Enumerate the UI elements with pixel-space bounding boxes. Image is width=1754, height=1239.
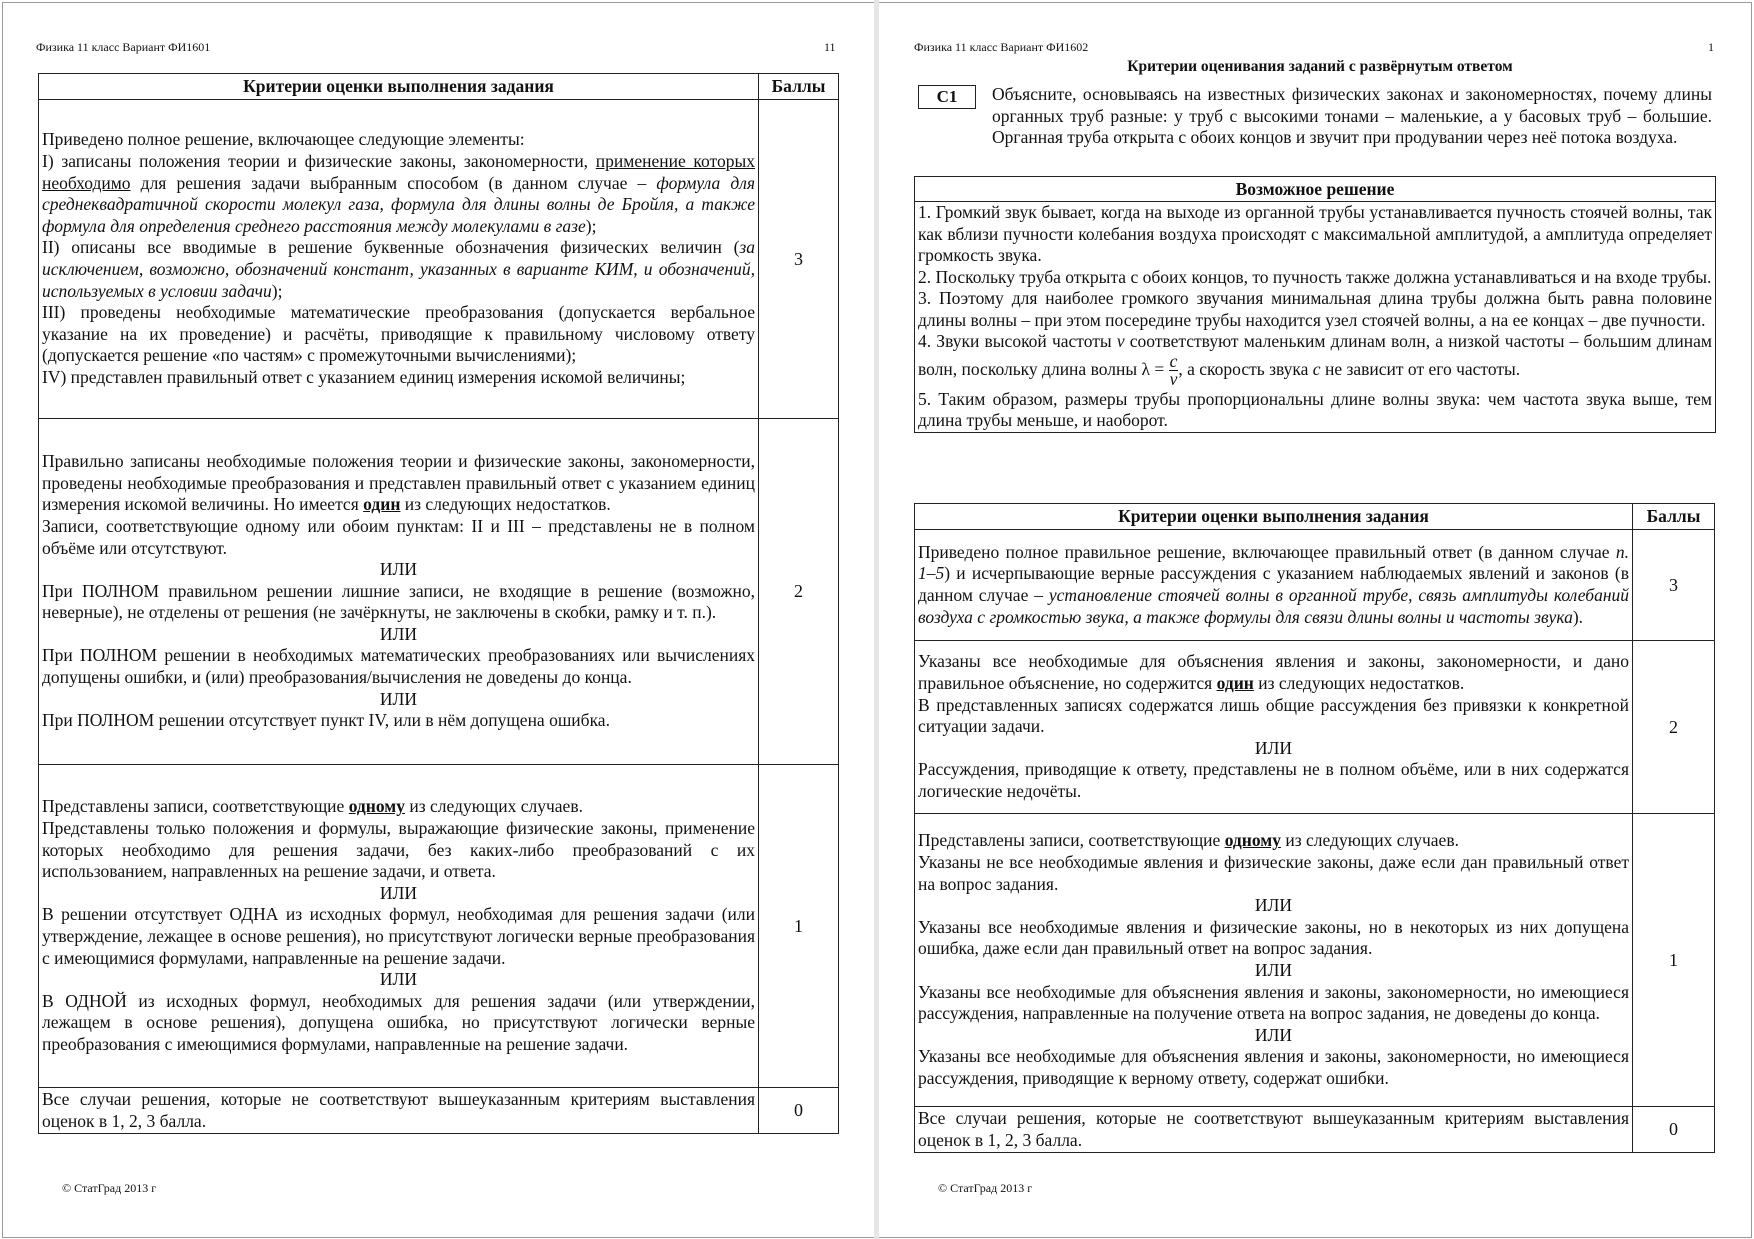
- task-text: Объясните, основываясь на известных физических законах и закономерностях, почему длины органных труб разные: у труб с высокими тонами – маленькие, а у басовых труб – большие. Органная труба открыта с обоих концов и звучит при продувании через неё потока воздуха.: [992, 84, 1712, 148]
- criteria-item-2: II) описаны все вводимые в решение буквенные обозначения физических величин (за исключением, возможно, обозначений констант, указанных в варианте КИМ, и обозначений, используемых в условии задачи);: [42, 237, 755, 301]
- solution-step: 1. Громкий звук бывает, когда на выходе из органной трубы устанавливается пучность стоячей волны, так как вблизи пучности колебания воздуха происходят с максимальной амплитудой, а амплитуда определяет громкость звука.: [918, 202, 1712, 265]
- task-number-label: С1: [918, 85, 976, 109]
- criteria-text: Рассуждения, приводящие к ответу, представлены не в полном объёме, или в них содержатся логические недочёты.: [918, 759, 1629, 801]
- criteria-text: Указаны все необходимые явления и физические законы, но в некоторых из них допущена ошибка, даже если дан правильный ответ на вопрос задания.: [918, 916, 1629, 959]
- table-row: [915, 814, 1715, 1107]
- left-header-title: Физика 11 класс Вариант ФИ1601: [36, 40, 211, 54]
- table-row: [39, 419, 839, 765]
- solution-step: 3. Поэтому для наиболее громкого звучания минимальная длина трубы должна быть равна половине длины волны – при этом посередине трубы находится узел стоячей волны, а на ее концах – две пучности.: [918, 288, 1712, 330]
- wavelength-fraction: $\frac{c}{\nu}$: [1169, 350, 1178, 389]
- points-value: 3: [1633, 530, 1715, 641]
- right-header-title: Физика 11 класс Вариант ФИ1602: [914, 40, 1089, 54]
- criteria-cell: [915, 641, 1633, 814]
- or-separator: ИЛИ: [379, 623, 418, 644]
- criteria-cell: [915, 1107, 1633, 1153]
- criteria-cell: [915, 530, 1633, 641]
- or-separator: ИЛИ: [379, 882, 418, 903]
- criteria-text: Все случаи решения, которые не соответствуют вышеуказанным критериям выставления оценок в 1, 2, 3 балла.: [42, 1088, 755, 1131]
- criteria-item-3: III) проведены необходимые математические преобразования (допускается вербальное указание на их проведение) и расчёты, приводящие к правильному числовому ответу (допускается решение «по частям» с промежуточными вычислениями);: [42, 302, 755, 366]
- criteria-text: Представлены только положения и формулы, выражающие физические законы, применение которых необходимо для решения задачи, без каких-либо преобразований с их использованием, направленных на решение задачи, и ответа.: [42, 818, 755, 882]
- solution-body: [915, 202, 1715, 432]
- section-title: Критерии оценивания заданий с развёрнутым ответом: [1127, 58, 1513, 75]
- criteria-text: В решении отсутствует ОДНА из исходных формул, необходимая для решения задачи (или утверждение, лежащее в основе решения), но присутствуют логически верные преобразования с имеющимися формулами, направленные на решение задачи.: [42, 904, 755, 968]
- criteria-text: В представленных записях содержатся лишь общие рассуждения без привязки к конкретной ситуации задачи.: [918, 694, 1629, 737]
- criteria-text: При ПОЛНОМ решении в необходимых математических преобразованиях или вычислениях допущены ошибки, и (или) преобразования/вычисления не доведены до конца.: [42, 645, 755, 688]
- table-row: [39, 100, 839, 419]
- points-value: 2: [1633, 641, 1715, 814]
- criteria-cell: [39, 1088, 759, 1134]
- points-value: 2: [759, 419, 839, 765]
- criteria-text: Указаны не все необходимые явления и физические законы, даже если дан правильный ответ на вопрос задания.: [918, 852, 1629, 894]
- criteria-column-header: Критерии оценки выполнения задания: [915, 504, 1633, 530]
- points-column-header: Баллы: [1633, 504, 1715, 530]
- criteria-text: Представлены записи, соответствующие одному из следующих случаев.: [42, 796, 583, 817]
- table-row: [39, 1088, 839, 1134]
- or-separator: ИЛИ: [1254, 1024, 1293, 1045]
- criteria-cell: [39, 765, 759, 1088]
- solution-title: Возможное решение: [915, 177, 1715, 202]
- page-spine: [874, 0, 879, 1239]
- or-separator: ИЛИ: [379, 688, 418, 709]
- criteria-text: При ПОЛНОМ правильном решении лишние записи, не входящие в решение (возможно, неверные), не отделены от решения (не зачёркнуты, не заключены в скобки, рамку и т. п.).: [42, 580, 755, 623]
- criteria-text: В ОДНОЙ из исходных формул, необходимых для решения задачи (или утверждении, лежащем в основе решения), допущена ошибка, но присутствуют логически верные преобразования с имеющимися формулами, направленные на решение задачи.: [42, 990, 755, 1054]
- solution-step: 5. Таким образом, размеры трубы пропорциональны длине волны звука: чем частота звука выше, тем длина трубы меньше, и наоборот.: [918, 388, 1712, 430]
- left-header-page-number: 11: [824, 40, 836, 54]
- points-value: 1: [759, 765, 839, 1088]
- criteria-text: Указаны все необходимые для объяснения явления и законы, закономерности, и дано правильное объяснение, но содержится один из следующих недостатков.: [918, 651, 1629, 694]
- table-row: [915, 1107, 1715, 1153]
- or-separator: ИЛИ: [1254, 737, 1293, 758]
- points-value: 0: [1633, 1107, 1715, 1153]
- criteria-text: Приведено полное решение, включающее следующие элементы:: [42, 129, 525, 150]
- or-separator: ИЛИ: [1254, 960, 1293, 980]
- criteria-text: Правильно записаны необходимые положения теории и физические законы, закономерности, проведены необходимые преобразования и представлен правильный ответ с указанием единиц измерения искомой величины. Но имеется один из следующих недостатков.: [42, 451, 755, 515]
- table-header-row: [915, 504, 1715, 530]
- solution-step: 2. Поскольку труба открыта с обоих концов, то пучность также должна устанавливаться и на входе трубы.: [918, 266, 1712, 287]
- criteria-cell: [39, 100, 759, 419]
- criteria-text: При ПОЛНОМ решении отсутствует пункт IV, или в нём допущена ошибка.: [42, 710, 610, 731]
- criteria-text: Указаны все необходимые для объяснения явления и законы, закономерности, но имеющиеся рассуждения, приводящие к верному ответу, содержат ошибки.: [918, 1046, 1629, 1088]
- points-column-header: Баллы: [759, 74, 839, 100]
- right-criteria-table: [914, 503, 1715, 1153]
- criteria-text: Указаны все необходимые для объяснения явления и законы, закономерности, но имеющиеся рассуждения, направленные на получение ответа на вопрос задания, не доведены до конца.: [918, 981, 1629, 1024]
- left-criteria-table: [38, 73, 839, 1134]
- points-value: 3: [759, 100, 839, 419]
- solution-step: 4. Звуки высокой частоты ν соответствуют маленьким длинам волн, а низкой частоты – большим длинам волн, поскольку длина волны λ = $\frac{c}{\nu}$ , а скорость звука c не зависит от его частоты.: [918, 331, 1712, 389]
- criteria-cell: [39, 419, 759, 765]
- table-header-row: [39, 74, 839, 100]
- criteria-text: Записи, соответствующие одному или обоим пунктам: II и III – представлены не в полном объёме или отсутствуют.: [42, 515, 755, 558]
- right-footer: © СтатГрад 2013 г: [938, 1181, 1033, 1195]
- or-separator: ИЛИ: [379, 969, 418, 990]
- or-separator: ИЛИ: [1254, 895, 1293, 916]
- criteria-text: Представлены записи, соответствующие одному из следующих случаев.: [918, 830, 1459, 851]
- points-value: 0: [759, 1088, 839, 1134]
- criteria-item-1: I) записаны положения теории и физические законы, закономерности, применение которых необходимо для решения задачи выбранным способом (в данном случае – формула для среднеквадратичной скорости молекул газа, формула для длины волны де Бройля, а также формула для определения среднего расстояния между молекулами в газе);: [42, 151, 755, 236]
- criteria-column-header: Критерии оценки выполнения задания: [39, 74, 759, 100]
- left-footer: © СтатГрад 2013 г: [62, 1181, 157, 1195]
- criteria-cell: [915, 814, 1633, 1107]
- criteria-text: Все случаи решения, которые не соответствуют вышеуказанным критериям выставления оценок в 1, 2, 3 балла.: [918, 1107, 1629, 1150]
- criteria-text: Приведено полное правильное решение, включающее правильный ответ (в данном случае п. 1–5) и исчерпывающие верные рассуждения с указанием наблюдаемых явлений и законов (в данном случае – установление стоячей волны в органной трубе, связь амплитуды колебаний воздуха с громкостью звука, а также формулы для связи длины волны и частоты звука).: [918, 541, 1629, 627]
- table-row: [39, 765, 839, 1088]
- points-value: 1: [1633, 814, 1715, 1107]
- possible-solution-box: [914, 176, 1716, 433]
- right-header-page-number: 1: [1708, 40, 1714, 54]
- or-separator: ИЛИ: [379, 559, 418, 580]
- table-row: [915, 530, 1715, 641]
- criteria-item-4: IV) представлен правильный ответ с указанием единиц измерения искомой величины;: [42, 366, 686, 387]
- table-row: [915, 641, 1715, 814]
